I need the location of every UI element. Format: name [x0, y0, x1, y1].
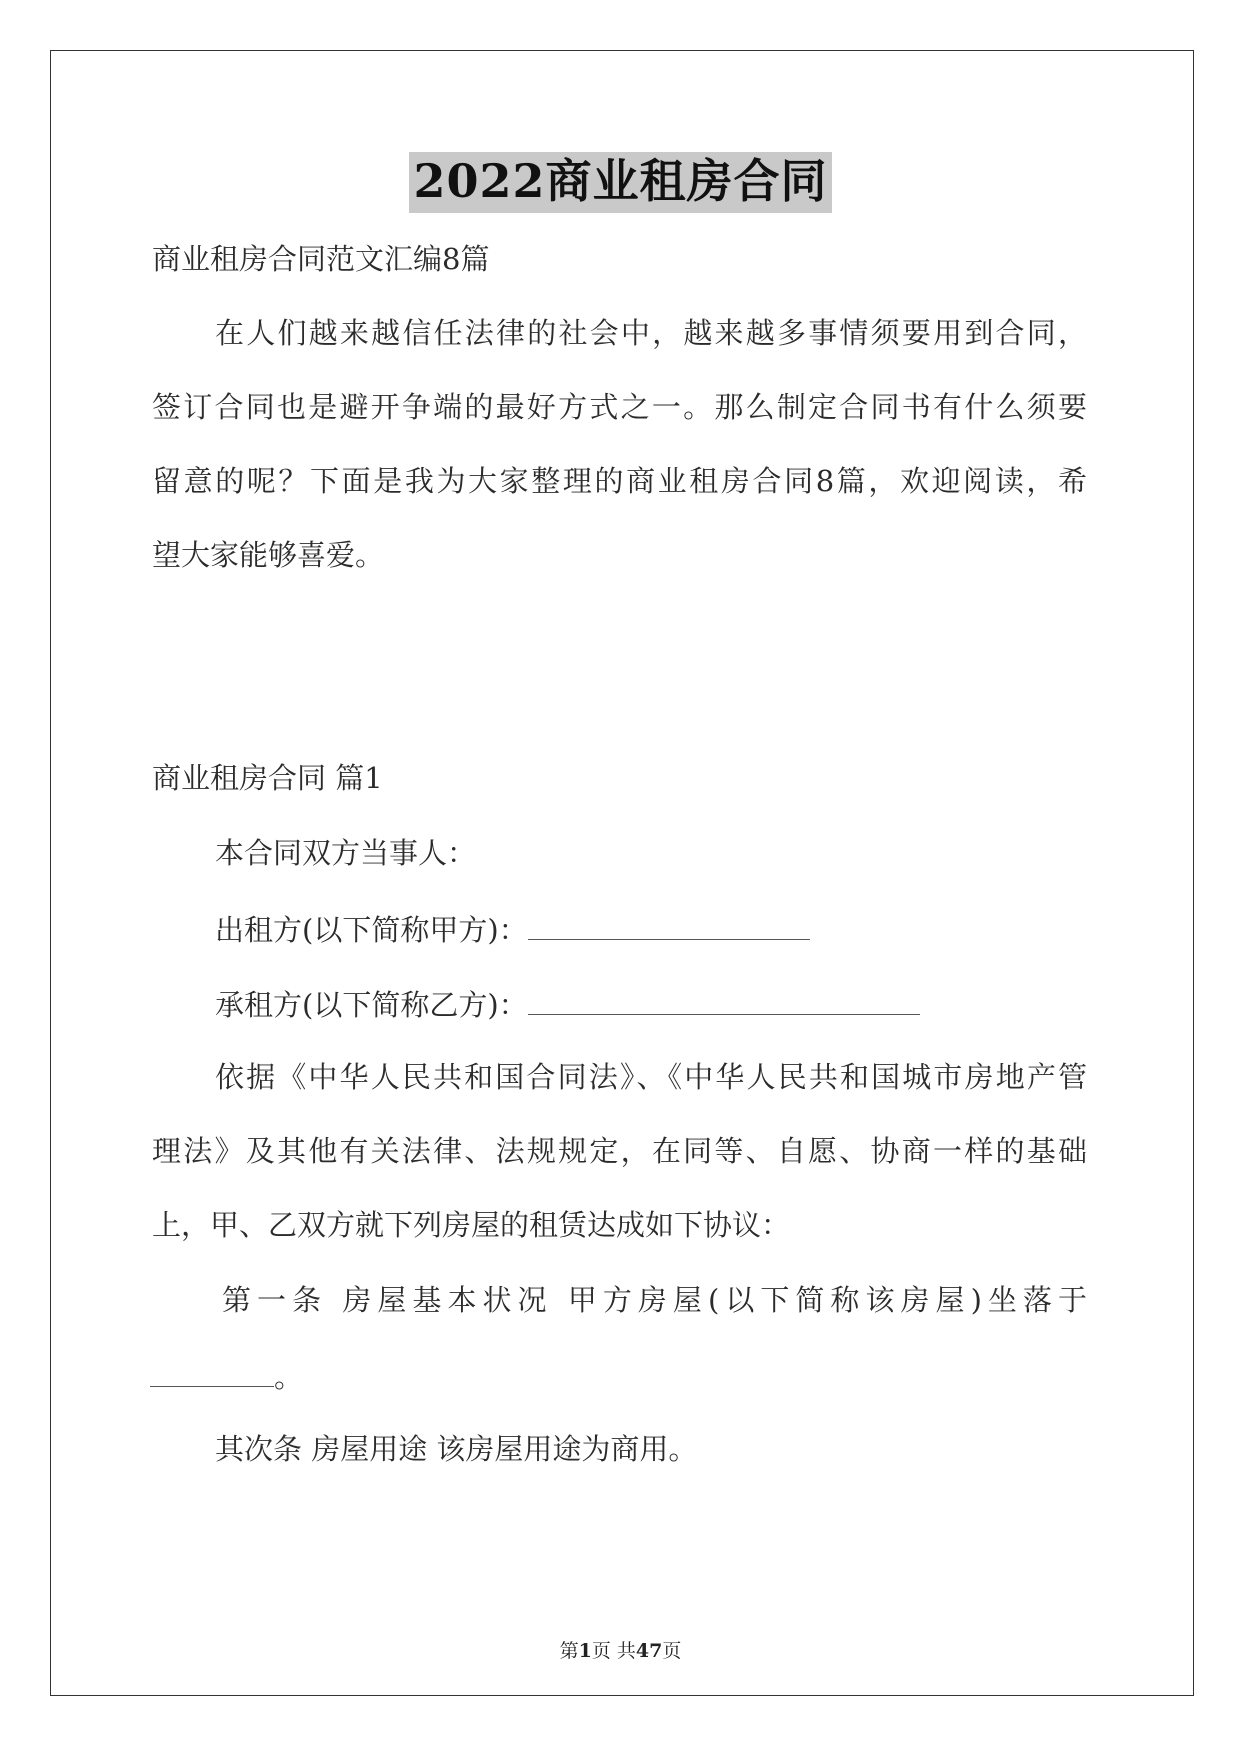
article-2: 其次条 房屋用途 该房屋用途为商用。 [215, 1432, 698, 1466]
lessee-blank-field[interactable] [528, 988, 920, 1015]
footer-prefix: 第 [559, 1640, 579, 1662]
document-title: 2022商业租房合同 [409, 152, 831, 213]
intro-line-2: 签订合同也是避开争端的最好方式之一。那么制定合同书有什么须要 [152, 390, 1087, 424]
lessee-row [215, 988, 920, 1020]
intro-line-1: 在人们越来越信任法律的社会中，越来越多事情须要用到合同， [215, 316, 1087, 350]
footer-page-number: 1 [578, 1640, 592, 1662]
article-1-tail: 。 [274, 1360, 304, 1394]
intro-line-4: 望大家能够喜爱。 [152, 538, 385, 572]
parties-intro: 本合同双方当事人： [215, 836, 477, 870]
page-footer [0, 1636, 1241, 1663]
basis-line-1: 依据《中华人民共和国合同法》、《中华人民共和国城市房地产管 [215, 1060, 1087, 1094]
intro-line-3: 留意的呢？下面是我为大家整理的商业租房合同8篇，欢迎阅读，希 [152, 464, 1087, 498]
footer-suffix: 页 [662, 1640, 682, 1662]
article-1-line-2 [150, 1360, 303, 1392]
lessee-label: 承租方(以下简称乙方)： [215, 988, 528, 1022]
lessor-label: 出租方(以下简称甲方)： [215, 913, 528, 947]
section-heading: 商业租房合同 篇1 [152, 761, 383, 795]
document-subtitle: 商业租房合同范文汇编8篇 [152, 242, 490, 276]
footer-total-pages: 47 [635, 1640, 663, 1662]
basis-line-2: 理法》及其他有关法律、法规规定，在同等、自愿、协商一样的基础 [152, 1134, 1087, 1168]
basis-line-3: 上，甲、乙双方就下列房屋的租赁达成如下协议： [152, 1208, 791, 1242]
lessor-row [215, 913, 810, 945]
lessor-blank-field[interactable] [528, 913, 810, 940]
location-blank-field[interactable] [150, 1360, 274, 1387]
article-1-line-1: 第一条 房屋基本状况 甲方房屋(以下简称该房屋)坐落于 [222, 1283, 1087, 1317]
footer-mid: 页 共 [591, 1640, 636, 1662]
title-wrap [0, 152, 1241, 213]
